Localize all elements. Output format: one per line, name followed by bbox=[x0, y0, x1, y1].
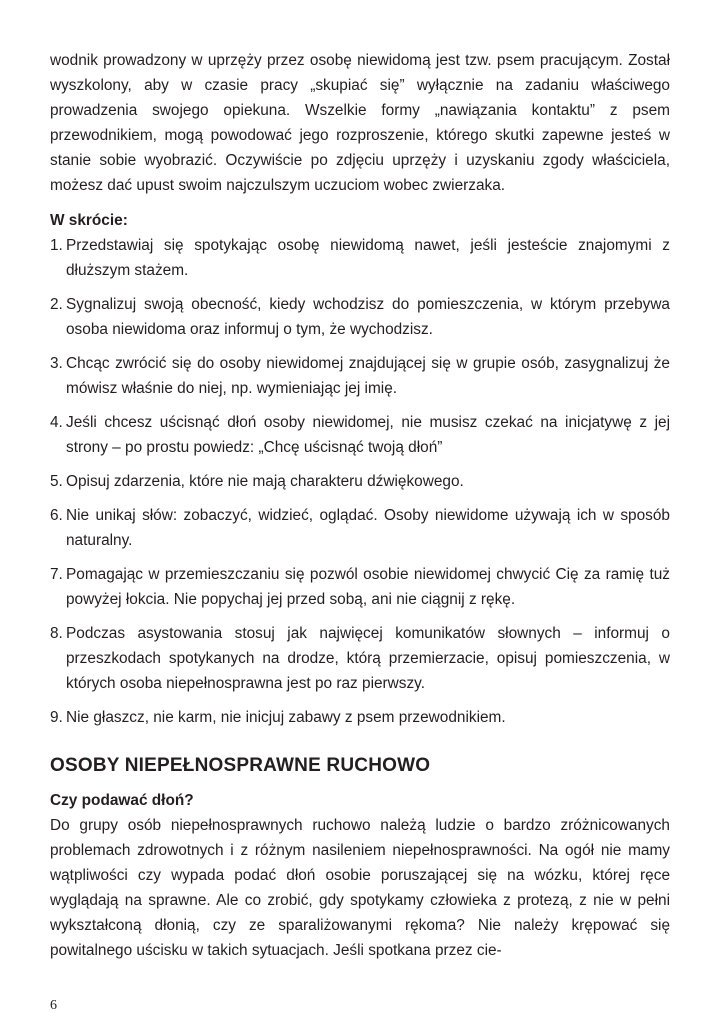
list-item-number: 1. bbox=[50, 237, 63, 254]
summary-list bbox=[50, 233, 670, 730]
section-paragraph: Do grupy osób niepełnosprawnych ruchowo należą ludzie o bardzo zróżnicowanych problemach zdrowotnych i z różnym nasileniem niepełnosprawności. Na ogół nie mamy wątpliwości czy wypada podać dłoń osobie poruszającej się na wózku, której ręce wyglądają na sprawne. Ale co zrobić, gdy spotykamy człowieka z protezą, z nie w pełni wykształconą dłonią, czy ze sparaliżowanymi rękoma? Nie należy krępować się powitalnego uścisku w takich sytuacjach. Jeśli spotkana przez cie- bbox=[50, 817, 670, 959]
list-item bbox=[50, 469, 670, 494]
list-item-text: Pomagając w przemieszczaniu się pozwól osobie niewidomej chwycić Cię za ramię tuż powyżej łokcia. Nie popychaj jej przed sobą, ani nie ciągnij z rękę. bbox=[66, 566, 670, 608]
section-subheading: Czy podawać dłoń? bbox=[50, 792, 194, 809]
summary-heading: W skrócie: bbox=[50, 212, 128, 229]
page-number: 6 bbox=[50, 998, 57, 1013]
list-item-number: 8. bbox=[50, 625, 63, 642]
list-item-text: Jeśli chcesz uścisnąć dłoń osoby niewidomej, nie musisz czekać na inicjatywę z jej strony – po prostu powiedz: „Chcę uścisnąć twoją dłoń” bbox=[66, 414, 670, 456]
list-item-text: Opisuj zdarzenia, które nie mają charakteru dźwiękowego. bbox=[66, 473, 464, 490]
list-item-number: 6. bbox=[50, 507, 63, 524]
list-item-number: 4. bbox=[50, 414, 63, 431]
list-item-text: Sygnalizuj swoją obecność, kiedy wchodzisz do pomieszczenia, w którym przebywa osoba niewidoma oraz informuj o tym, że wychodzisz. bbox=[66, 296, 670, 338]
list-item-number: 9. bbox=[50, 709, 63, 726]
document-page bbox=[50, 48, 670, 963]
list-item-text: Przedstawiaj się spotykając osobę niewidomą nawet, jeśli jesteście znajomymi z dłuższym stażem. bbox=[66, 237, 670, 279]
list-item bbox=[50, 503, 670, 553]
list-item-text: Nie głaszcz, nie karm, nie inicjuj zabawy z psem przewodnikiem. bbox=[66, 709, 506, 726]
section-title: OSOBY NIEPEŁNOSPRAWNE RUCHOWO bbox=[50, 755, 431, 776]
list-item-text: Nie unikaj słów: zobaczyć, widzieć, oglądać. Osoby niewidome używają ich w sposób naturalny. bbox=[66, 507, 670, 549]
list-item-text: Chcąc zwrócić się do osoby niewidomej znajdującej się w grupie osób, zasygnalizuj że mówisz właśnie do niej, np. wymieniając jej imię. bbox=[66, 355, 670, 397]
list-item bbox=[50, 705, 670, 730]
intro-paragraph: wodnik prowadzony w uprzęży przez osobę niewidomą jest tzw. psem pracującym. Został wyszkolony, aby w czasie pracy „skupiać się” wyłącznie na zadaniu właściwego prowadzenia swojego opiekuna. Wszelkie formy „nawiązania kontaktu” z psem przewodnikiem, mogą powodować jego rozproszenie, którego skutki zapewne jesteś w stanie sobie wyobrazić. Oczywiście po zdjęciu uprzęży i uzyskaniu zgody właściciela, możesz dać upust swoim najczulszym uczuciom wobec zwierzaka. bbox=[50, 52, 670, 194]
list-item bbox=[50, 621, 670, 696]
list-item bbox=[50, 562, 670, 612]
list-item-number: 7. bbox=[50, 566, 63, 583]
list-item-text: Podczas asystowania stosuj jak najwięcej komunikatów słownych – informuj o przeszkodach spotykanych na drodze, którą przemierzacie, opisuj pomieszczenia, w których osoba niepełnosprawna jest po raz pierwszy. bbox=[66, 625, 670, 692]
list-item bbox=[50, 410, 670, 460]
list-item-number: 5. bbox=[50, 473, 63, 490]
list-item-number: 3. bbox=[50, 355, 63, 372]
list-item bbox=[50, 233, 670, 283]
list-item-number: 2. bbox=[50, 296, 63, 313]
list-item bbox=[50, 351, 670, 401]
list-item bbox=[50, 292, 670, 342]
